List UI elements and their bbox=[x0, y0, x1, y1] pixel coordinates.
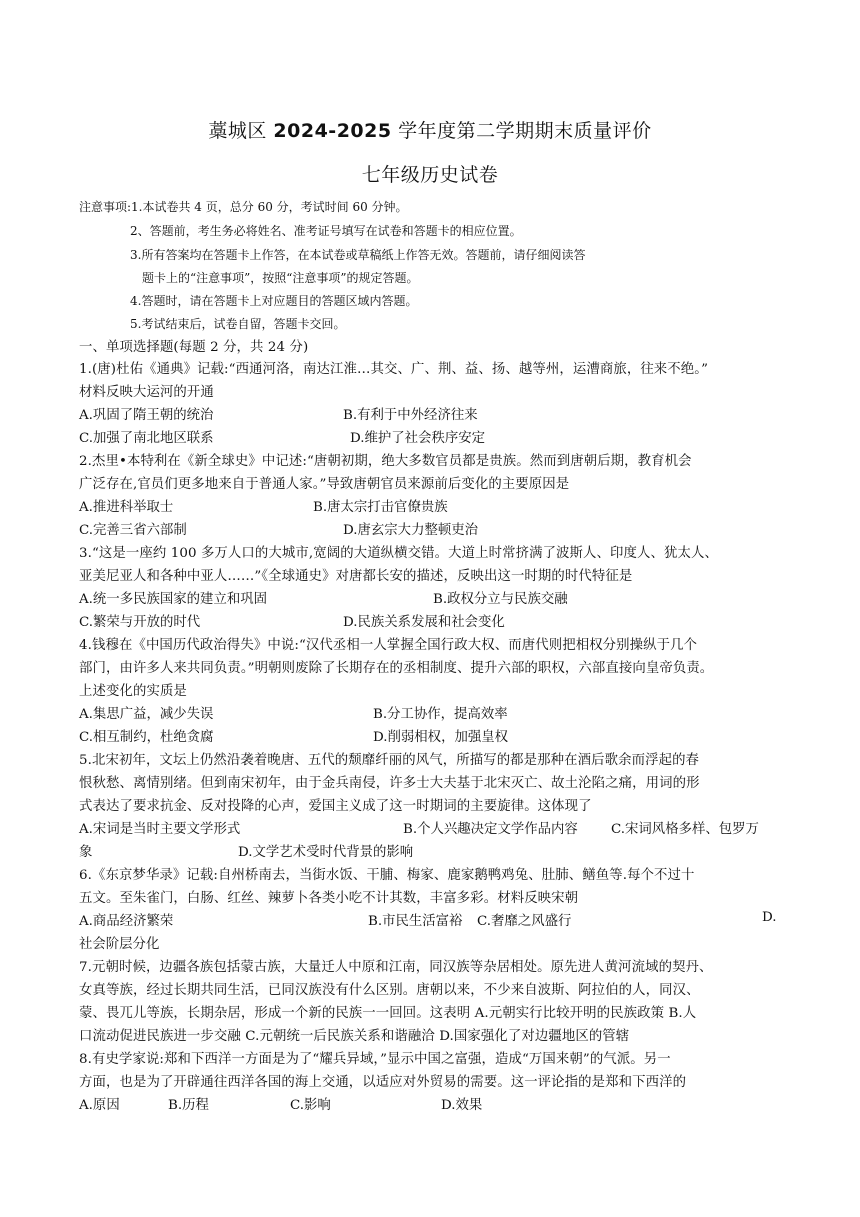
option-c: C.影响 bbox=[290, 1098, 331, 1113]
section-heading: 一、单项选择题(每题 2 分，共 24 分) bbox=[79, 340, 309, 355]
option-a: A.商品经济繁荣 bbox=[79, 914, 174, 929]
question-text: 亚美尼亚人和各种中亚人……”《全球通史》对唐都长安的描述，反映出这一时期的时代特征是 bbox=[79, 569, 633, 584]
option-b: B.个人兴趣决定文学作品内容 bbox=[403, 822, 578, 837]
option-a: A.宋词是当时主要文学形式 bbox=[79, 822, 241, 837]
question-text: 方面，也是为了开辟通往西洋各国的海上交通，以适应对外贸易的需要。这一评论指的是郑和下西洋的 bbox=[79, 1075, 687, 1090]
question-text: 材料反映大运河的开通 bbox=[79, 385, 214, 400]
option-c: C.繁荣与开放的时代 bbox=[79, 615, 201, 630]
option-a: A.推进科举取士 bbox=[79, 500, 174, 515]
question-text: 恨秋愁、离情别绪。但到南宋初年，由于金兵南侵，许多士大夫基于北宋灭亡、故土沦陷之痛，用词的形 bbox=[79, 776, 700, 791]
question-text: 1.(唐)杜佑《通典》记载:“西通河洛，南达江淮…其交、广、荆、益、扬、越等州，运漕商旅，往来不绝。” bbox=[79, 362, 709, 377]
question-text: 五文。至朱雀门，白肠、红丝、辣萝卜各类小吃不计其数，丰富多彩。材料反映宋朝 bbox=[79, 891, 579, 906]
option-a: A.原因 bbox=[79, 1098, 120, 1113]
option-b: B.市民生活富裕 bbox=[368, 914, 463, 929]
option-c: C.宋词风格多样、包罗万 bbox=[611, 822, 759, 837]
option-d: D.削弱相权，加强皇权 bbox=[373, 730, 509, 745]
question-text: 部门，由许多人来共同负责。”明朝则废除了长期存在的丞相制度、提升六部的职权，六部直接向皇帝负责。 bbox=[79, 661, 714, 676]
option-c: C.加强了南北地区联系 bbox=[79, 431, 214, 446]
question-text: 6.《东京梦华录》记载:自州桥南去，当街水饭、干脯、梅家、鹿家鹅鸭鸡兔、肚肺、鳝鱼等.每个不过十 bbox=[79, 868, 695, 883]
question-text: 广泛存在,官员们更多地来自于普通人家。”导致唐朝官员来源前后变化的主要原因是 bbox=[79, 477, 570, 492]
option-c: C.完善三省六部制 bbox=[79, 523, 187, 538]
option-c: C.奢靡之风盛行 bbox=[477, 914, 572, 929]
option-d-continued: 社会阶层分化 bbox=[79, 937, 160, 952]
question-text: 上述变化的实质是 bbox=[79, 684, 187, 699]
notice-line: 题卡上的“注意事项”，按照“注意事项”的规定答题。 bbox=[142, 271, 419, 285]
option-b: B.政权分立与民族交融 bbox=[433, 592, 568, 607]
option-c-continued: 象 bbox=[79, 845, 93, 860]
notice-line: 3.所有答案均在答题卡上作答，在本试卷或草稿纸上作答无效。答题前，请仔细阅读答 bbox=[130, 248, 586, 262]
question-text: 女真等族，经过长期共同生活，已同汉族没有什么区别。唐朝以来，不少来自波斯、阿拉伯的人，同汉、 bbox=[79, 983, 700, 998]
question-text: 8.有史学家说:郑和下西洋一方面是为了“耀兵异域，”显示中国之富强，造成“万国来朝”的气派。另一 bbox=[79, 1052, 671, 1067]
page-title bbox=[0, 116, 860, 143]
notice-line: 注意事项:1.本试卷共 4 页，总分 60 分，考试时间 60 分钟。 bbox=[79, 200, 408, 214]
question-text: 2.杰里•本特利在《新全球史》中记述:“唐朝初期，绝大多数官员都是贵族。然而到唐朝后期，教育机会 bbox=[79, 454, 692, 469]
question-text: 口流动促进民族进一步交融 C.元朝统一后民族关系和谐融洽 D.国家强化了对边疆地区的管辖 bbox=[79, 1029, 630, 1044]
title-suffix: 学年度第二学期期末质量评价 bbox=[391, 120, 652, 142]
option-d: D.维护了社会秩序安定 bbox=[350, 431, 486, 446]
option-d: D.民族关系发展和社会变化 bbox=[343, 615, 505, 630]
notice-line: 2、答题前，考生务必将姓名、准考证号填写在试卷和答题卡的相应位置。 bbox=[130, 224, 522, 238]
option-d: D. bbox=[762, 910, 777, 925]
question-text: 蒙、畏兀儿等族，长期杂居，形成一个新的民族一一回回。这表明 A.元朝实行比较开明的民族政策 B.人 bbox=[79, 1006, 697, 1021]
option-a: A.巩固了隋王朝的统治 bbox=[79, 408, 214, 423]
option-a: A.集思广益，减少失误 bbox=[79, 707, 214, 722]
question-text: 式表达了要求抗金、反对投降的心声，爱国主义成了这一时期词的主要旋律。这体现了 bbox=[79, 799, 592, 814]
notice-line: 5.考试结束后，试卷自留，答题卡交回。 bbox=[130, 317, 346, 331]
option-d: D.效果 bbox=[441, 1098, 483, 1113]
title-year: 2024-2025 bbox=[273, 120, 392, 142]
option-b: B.有利于中外经济往来 bbox=[343, 408, 478, 423]
option-b: B.唐太宗打击官僚贵族 bbox=[313, 500, 448, 515]
option-d: D.唐玄宗大力整顿吏治 bbox=[343, 523, 479, 538]
question-text: 5.北宋初年，文坛上仍然沿袭着晚唐、五代的颓靡纤丽的风气，所描写的都是那种在酒后歌余而浮起的春 bbox=[79, 753, 700, 768]
question-text: 7.元朝时候，边疆各族包括蒙古族，大量迁人中原和江南，同汉族等杂居相处。原先进人黄河流域的契丹、 bbox=[79, 960, 713, 975]
option-b: B.历程 bbox=[168, 1098, 209, 1113]
title-prefix: 藁城区 bbox=[208, 120, 274, 142]
question-text: 4.钱穆在《中国历代政治得失》中说:“汉代丞相一人掌握全国行政大权、而唐代则把相权分别操纵于几个 bbox=[79, 638, 698, 653]
option-a: A.统一多民族国家的建立和巩固 bbox=[79, 592, 268, 607]
page-subtitle: 七年级历史试卷 bbox=[361, 164, 499, 186]
option-c: C.相互制约，杜绝贪腐 bbox=[79, 730, 214, 745]
notice-line: 4.答题时，请在答题卡上对应题目的答题区域内答题。 bbox=[130, 294, 418, 308]
option-b: B.分工协作，提高效率 bbox=[373, 707, 508, 722]
option-d: D.文学艺术受时代背景的影响 bbox=[238, 845, 414, 860]
question-text: 3.“这是一座约 100 多万人口的大城市,宽阔的大道纵横交错。大道上时常挤满了波斯人、印度人、犹太人、 bbox=[79, 546, 718, 561]
